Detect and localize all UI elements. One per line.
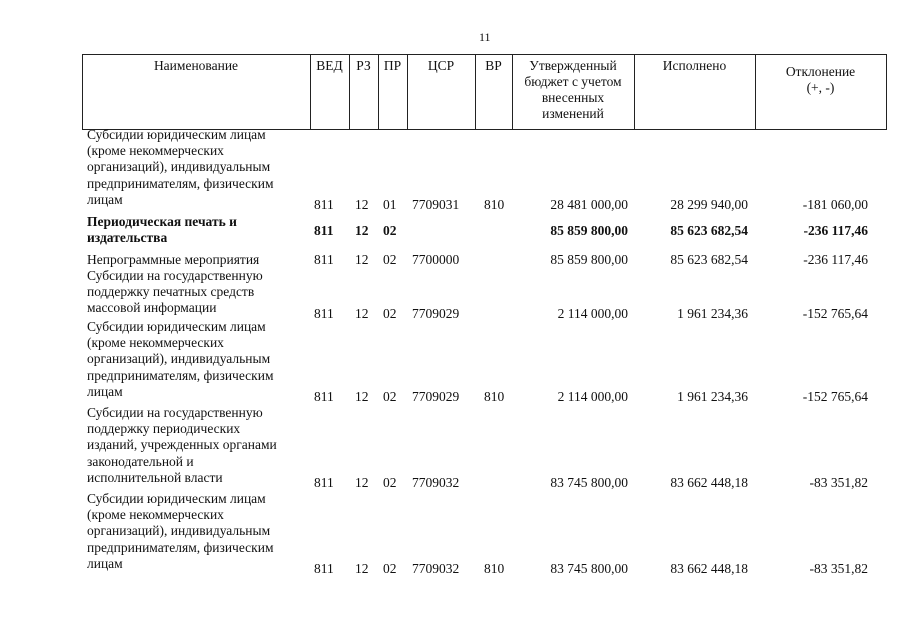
vr-code: 810 [484, 389, 505, 404]
row-name-line: организаций), индивидуальным [87, 523, 271, 539]
rz-code: 12 [355, 561, 369, 576]
header-done: Исполнено [662, 58, 727, 73]
header-budget-line: бюджет с учетом [524, 74, 622, 89]
rz-code: 12 [355, 306, 369, 321]
row-name-line: Субсидии на государственную [87, 405, 263, 420]
csr-code: 7709032 [412, 561, 460, 576]
header-rz: РЗ [356, 58, 371, 73]
vr-code: 810 [484, 561, 505, 576]
pr-code: 02 [383, 475, 397, 490]
csr-code: 7709032 [412, 475, 460, 490]
row-name-line: Субсидии юридическим лицам [87, 319, 266, 334]
header-deviation-line: Отклонение [785, 64, 856, 79]
done-value: 1 961 234,36 [677, 389, 748, 404]
budget-value: 2 114 000,00 [557, 306, 628, 321]
deviation-value: -83 351,82 [809, 561, 868, 576]
budget-value: 28 481 000,00 [550, 197, 628, 212]
row-name-line: предпринимателям, физическим [87, 539, 274, 555]
row-name-line: поддержку периодических [87, 421, 241, 437]
row-name-line: лицам [87, 383, 123, 399]
csr-code: 7709029 [412, 389, 460, 404]
pr-code: 02 [383, 306, 397, 321]
row-name-line: (кроме некоммерческих [87, 143, 224, 159]
row-name-line: Периодическая печать и [87, 214, 237, 229]
row-name [87, 127, 312, 208]
deviation-value: -181 060,00 [802, 197, 868, 212]
table-header [82, 54, 887, 130]
budget-value: 83 745 800,00 [550, 561, 628, 576]
header-ved: ВЕД [316, 58, 343, 73]
header-budget-line: изменений [542, 106, 604, 121]
rz-code: 12 [355, 197, 369, 212]
done-value: 83 662 448,18 [670, 475, 748, 490]
done-value: 1 961 234,36 [677, 306, 748, 321]
row-name-line: издательства [87, 230, 168, 246]
deviation-value: -152 765,64 [802, 389, 868, 404]
row-name [87, 252, 312, 268]
budget-value: 2 114 000,00 [557, 389, 628, 404]
deviation-value: -236 117,46 [803, 223, 868, 238]
row-name-line: предпринимателям, физическим [87, 175, 274, 191]
header-budget [512, 58, 634, 122]
pr-code: 02 [383, 223, 397, 238]
row-name [87, 405, 312, 486]
row-name-line: (кроме некоммерческих [87, 507, 224, 523]
deviation-value: -236 117,46 [803, 252, 868, 267]
done-value: 85 623 682,54 [670, 252, 748, 267]
rz-code: 12 [355, 389, 369, 404]
row-name [87, 214, 312, 246]
deviation-value: -83 351,82 [809, 475, 868, 490]
row-name-line: Субсидии юридическим лицам [87, 127, 266, 142]
budget-value: 85 859 800,00 [550, 223, 628, 238]
row-name-line: организаций), индивидуальным [87, 159, 271, 175]
header-name: Наименование [153, 58, 239, 73]
done-value: 85 623 682,54 [670, 223, 748, 238]
header-budget-line: Утвержденный [529, 58, 617, 73]
csr-code: 7700000 [412, 252, 460, 267]
rz-code: 12 [355, 252, 369, 267]
ved-code: 811 [314, 306, 334, 321]
header-top-border [82, 54, 887, 55]
csr-code: 7709029 [412, 306, 460, 321]
header-deviation [755, 64, 886, 96]
budget-value: 85 859 800,00 [550, 252, 628, 267]
csr-code: 7709031 [412, 197, 460, 212]
header-vr: ВР [485, 58, 502, 73]
header-budget-line: внесенных [541, 90, 605, 105]
ved-code: 811 [314, 223, 334, 238]
row-name [87, 491, 312, 572]
rz-code: 12 [355, 475, 369, 490]
row-name-line: Непрограммные мероприятия [87, 252, 260, 267]
ved-code: 811 [314, 561, 334, 576]
row-name [87, 268, 312, 317]
row-name-line: массовой информации [87, 300, 217, 316]
row-name-line: Субсидии юридическим лицам [87, 491, 266, 506]
row-name-line: изданий, учрежденных органами [87, 437, 277, 453]
row-name-line: лицам [87, 191, 123, 207]
row-name-line: исполнительной власти [87, 469, 223, 485]
pr-code: 02 [383, 389, 397, 404]
pr-code: 02 [383, 561, 397, 576]
row-name-line: лицам [87, 555, 123, 571]
pr-code: 01 [383, 197, 397, 212]
ved-code: 811 [314, 389, 334, 404]
ved-code: 811 [314, 197, 334, 212]
column-divider [886, 54, 887, 130]
row-name-line: (кроме некоммерческих [87, 335, 224, 351]
row-name-line: Субсидии на государственную [87, 268, 263, 283]
header-pr: ПР [383, 58, 402, 73]
ved-code: 811 [314, 252, 334, 267]
vr-code: 810 [484, 197, 505, 212]
deviation-value: -152 765,64 [802, 306, 868, 321]
budget-value: 83 745 800,00 [550, 475, 628, 490]
header-csr: ЦСР [427, 58, 455, 73]
ved-code: 811 [314, 475, 334, 490]
done-value: 83 662 448,18 [670, 561, 748, 576]
row-name-line: предпринимателям, физическим [87, 367, 274, 383]
rz-code: 12 [355, 223, 369, 238]
page-number: 11 [479, 30, 491, 44]
pr-code: 02 [383, 252, 397, 267]
row-name-line: организаций), индивидуальным [87, 351, 271, 367]
row-name [87, 319, 312, 400]
row-name-line: законодательной и [87, 453, 194, 469]
done-value: 28 299 940,00 [670, 197, 748, 212]
row-name-line: поддержку печатных средств [87, 284, 255, 300]
header-deviation-line: (+, -) [806, 80, 835, 95]
